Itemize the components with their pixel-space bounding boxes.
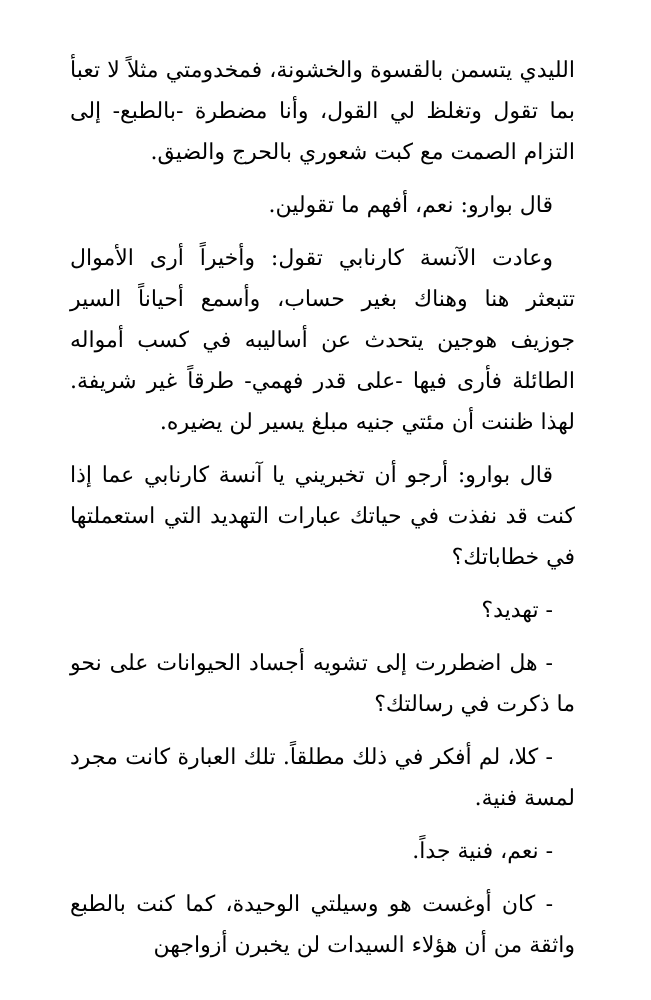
paragraph-carnaby-explains: وعادت الآنسة كارنابي تقول: وأخيراً أرى الأموال تتبعثر هنا وهناك بغير حساب، وأسمع أحياناً السير جوزيف هوجين يتحدث عن أساليبه في كسب أمواله الطائلة فأرى فيها -على قدر فهمي- طرقاً غير شريفة. لهذا ظننت أن مئتي جنيه مبلغ يسير لن يضيره. [70,246,575,435]
paragraph-poirot-understands: قال بوارو: نعم، أفهم ما تقولين. [268,193,553,218]
paragraph-continued: الليدي يتسمن بالقسوة والخشونة، فمخدومتي مثلاً لا تعبأ بما تقول وتغلظ لي القول، وأنا مضطرة -بالطبع- إلى التزام الصمت مع كبت شعوري بالحرج والضيق. [70,58,575,165]
dialogue-line-animals: - هل اضطررت إلى تشويه أجساد الحيوانات على نحو ما ذكرت في رسالتك؟ [70,651,575,717]
dialogue-line-very-artistic: - نعم، فنية جداً. [412,839,553,864]
dialogue-line-artistic-touch: - كلا، لم أفكر في ذلك مطلقاً. تلك العبارة كانت مجرد لمسة فنية. [70,745,575,811]
book-page [70,50,575,978]
dialogue-line-augustus: - كان أوغست هو وسيلتي الوحيدة، كما كنت بالطبع واثقة من أن هؤلاء السيدات لن يخبرن أزواجهن [70,892,575,958]
paragraph-poirot-asks: قال بوارو: أرجو أن تخبريني يا آنسة كارنابي عما إذا كنت قد نفذت في حياتك عبارات التهديد التي استعملتها في خطاباتك؟ [70,463,575,570]
dialogue-line-threat: - تهديد؟ [481,598,553,623]
